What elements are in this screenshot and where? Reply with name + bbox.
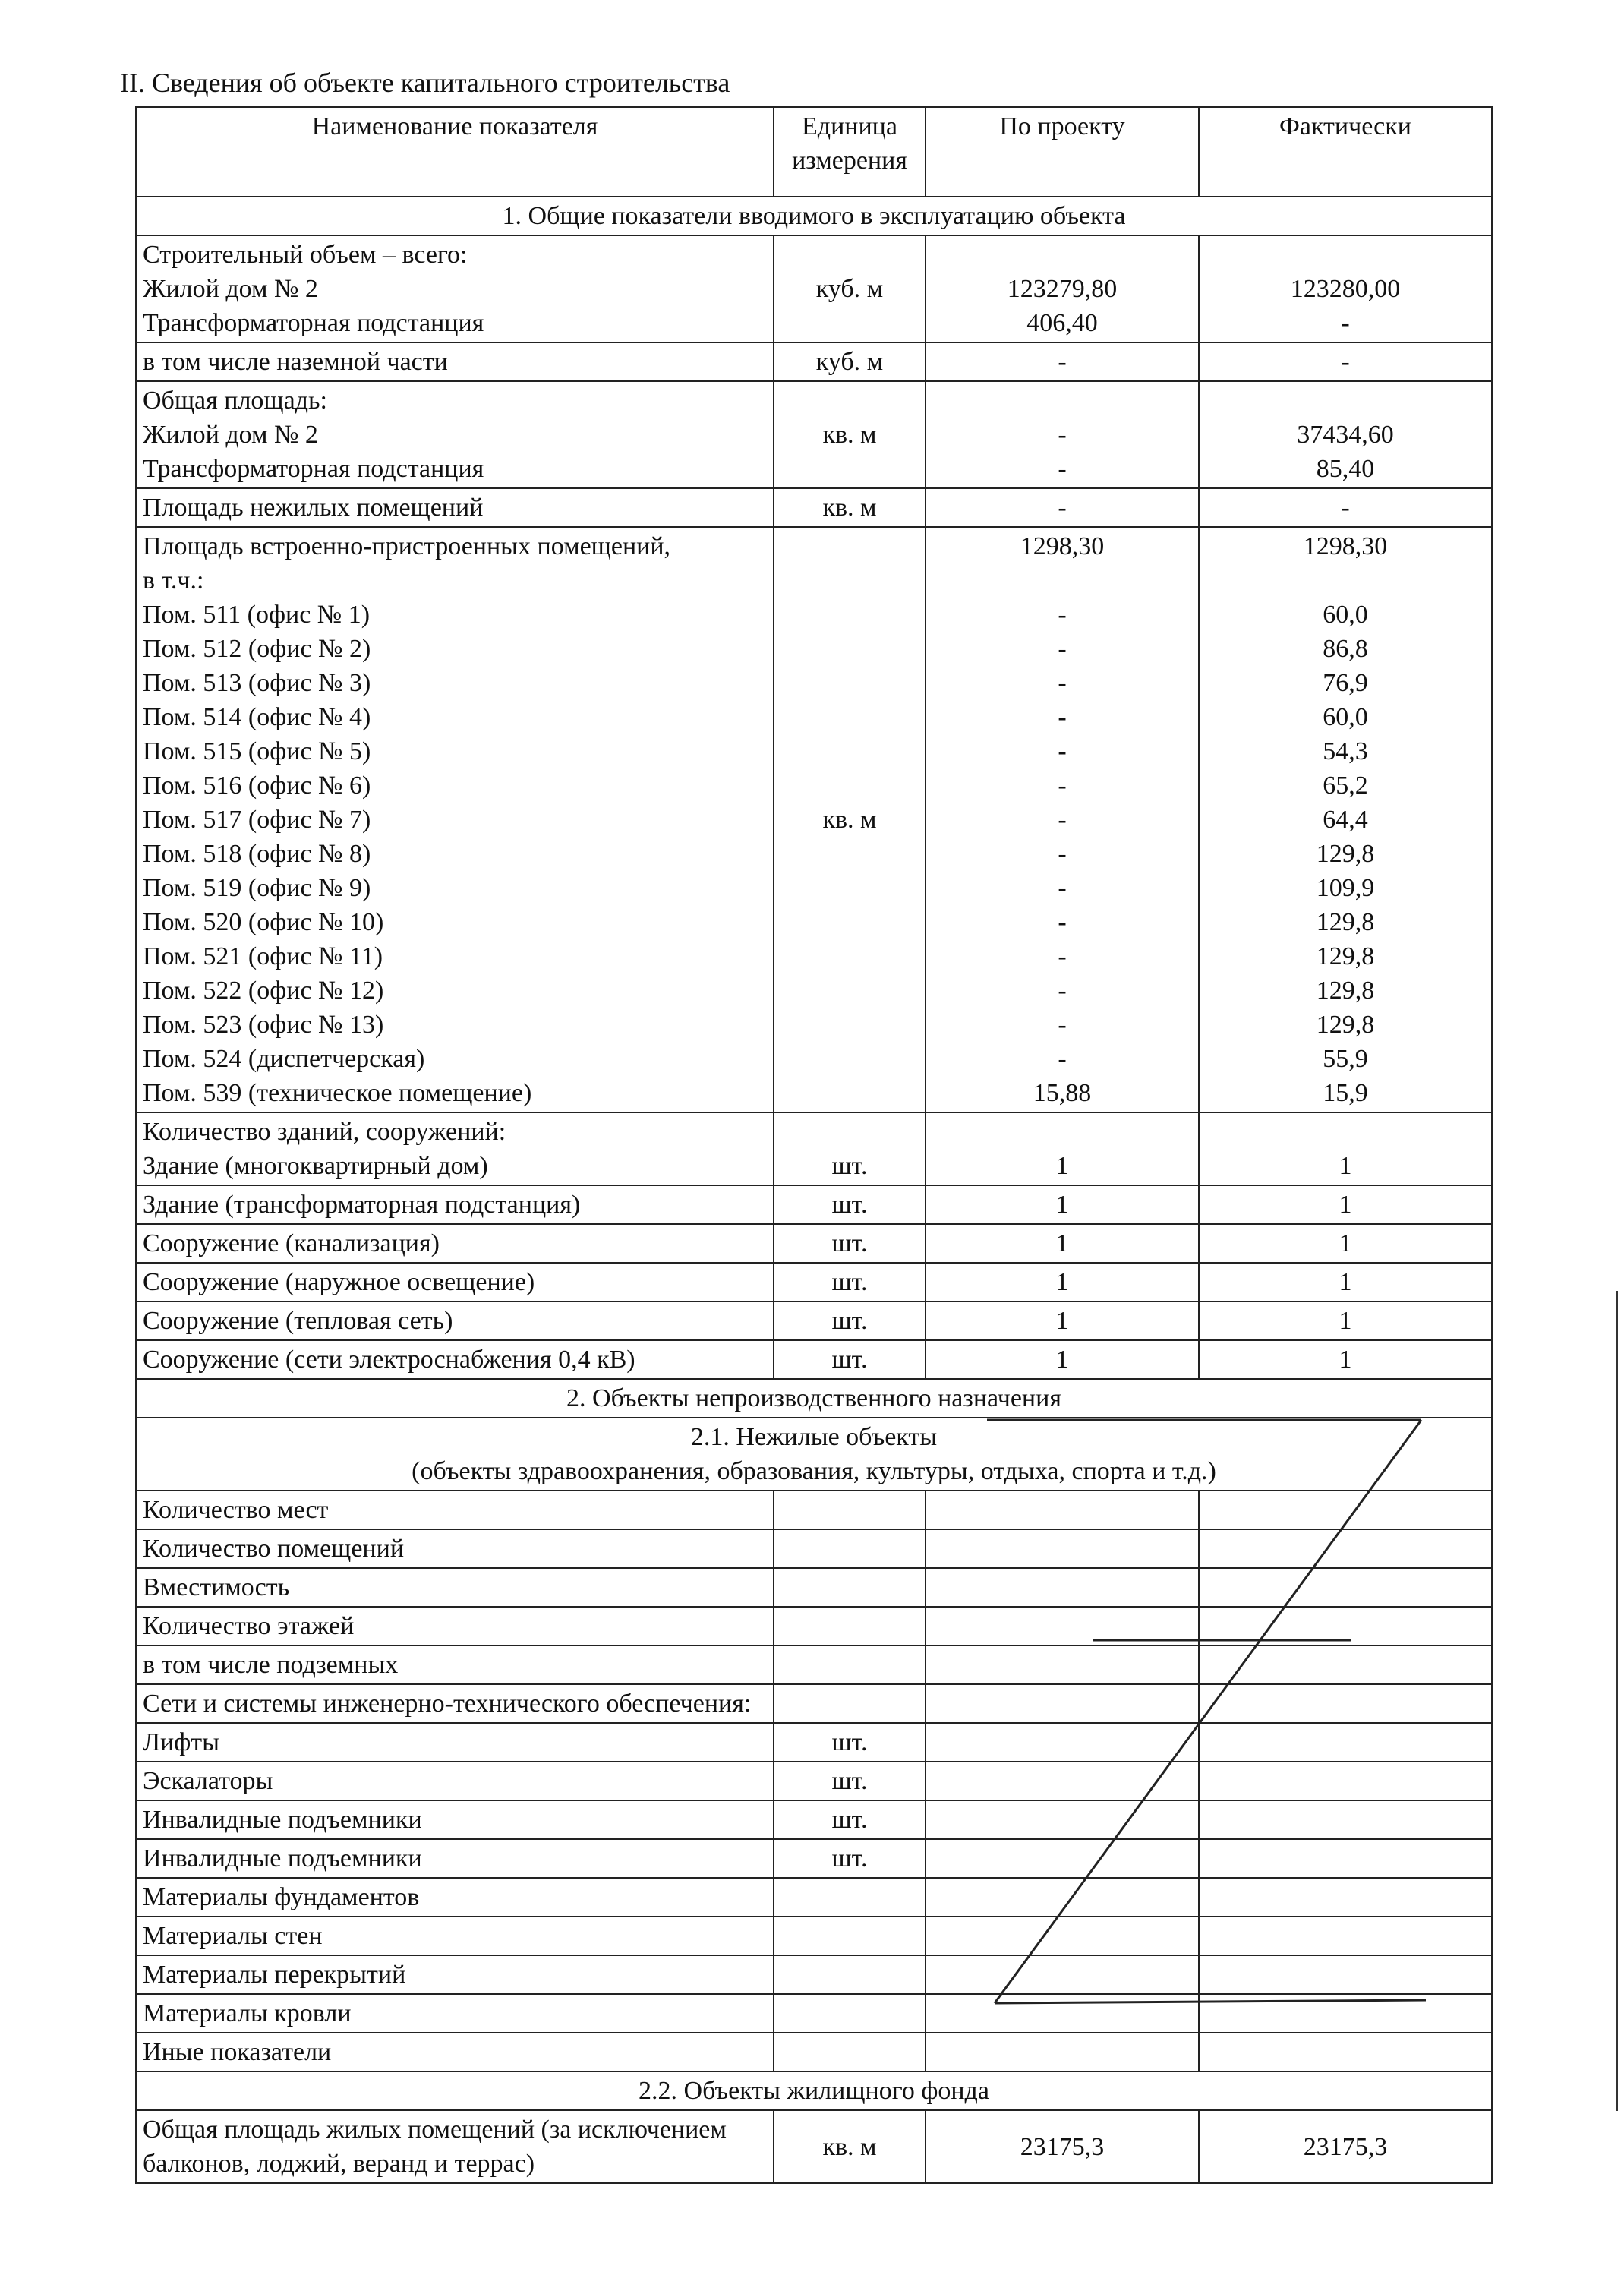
page-heading: II. Сведения об объекте капитального строительства bbox=[120, 68, 730, 98]
building-unit: шт. bbox=[774, 1301, 926, 1340]
building-actual: 1 bbox=[1199, 1301, 1492, 1340]
table-row bbox=[136, 1955, 1492, 1994]
total-area-actual: 37434,60 85,40 bbox=[1199, 381, 1492, 488]
building-project: 1 bbox=[926, 1185, 1199, 1224]
indicator-unit: шт. bbox=[774, 1839, 926, 1878]
indicator-unit bbox=[774, 1994, 926, 2033]
empty-cell bbox=[1199, 1917, 1492, 1955]
empty-cell bbox=[926, 1762, 1199, 1800]
above-ground-project: - bbox=[926, 342, 1199, 381]
indicator-name: Материалы фундаментов bbox=[136, 1878, 774, 1917]
building-project: 1 bbox=[926, 1301, 1199, 1340]
empty-cell bbox=[1199, 1684, 1492, 1723]
table-header-row bbox=[136, 107, 1492, 197]
empty-cell bbox=[926, 1529, 1199, 1568]
non-residential-label: Площадь нежилых помещений bbox=[136, 488, 774, 527]
table-row bbox=[136, 1994, 1492, 2033]
table-row bbox=[136, 1800, 1492, 1839]
empty-cell bbox=[1199, 2033, 1492, 2071]
indicator-unit bbox=[774, 1917, 926, 1955]
table-row bbox=[136, 1340, 1492, 1379]
building-actual: 1 bbox=[1199, 1263, 1492, 1301]
non-residential-actual: - bbox=[1199, 488, 1492, 527]
total-area-label: Общая площадь: Жилой дом № 2 Трансформаторная подстанция bbox=[136, 381, 774, 488]
table-row bbox=[136, 1762, 1492, 1800]
section-2-title: 2. Объекты непроизводственного назначения bbox=[136, 1379, 1492, 1418]
table-row bbox=[136, 2033, 1492, 2071]
building-name: Сооружение (сети электроснабжения 0,4 кВ) bbox=[136, 1340, 774, 1379]
empty-cell bbox=[1199, 1529, 1492, 1568]
table-row bbox=[136, 1723, 1492, 1762]
indicator-unit bbox=[774, 1607, 926, 1645]
indicator-name: в том числе подземных bbox=[136, 1645, 774, 1684]
table-row bbox=[136, 1607, 1492, 1645]
indicator-name: Количество мест bbox=[136, 1491, 774, 1529]
building-actual: 1 bbox=[1199, 1340, 1492, 1379]
empty-cell bbox=[926, 1917, 1199, 1955]
empty-cell bbox=[1199, 1645, 1492, 1684]
page-edge-artifact bbox=[1616, 1291, 1624, 2111]
indicator-name: Вместимость bbox=[136, 1568, 774, 1607]
indicator-unit bbox=[774, 1955, 926, 1994]
col-project-header: По проекту bbox=[926, 107, 1199, 197]
empty-cell bbox=[1199, 1800, 1492, 1839]
indicator-name: Материалы кровли bbox=[136, 1994, 774, 2033]
living-area-unit: кв. м bbox=[774, 2110, 926, 2183]
empty-cell bbox=[926, 1878, 1199, 1917]
building-project: 1 bbox=[926, 1263, 1199, 1301]
living-area-label: Общая площадь жилых помещений (за исключением балконов, лоджий, веранд и террас) bbox=[136, 2110, 774, 2183]
buildings-project: 1 bbox=[926, 1112, 1199, 1185]
volume-label: Строительный объем – всего: Жилой дом № 2 Трансформаторная подстанция bbox=[136, 235, 774, 342]
col-name-header: Наименование показателя bbox=[136, 107, 774, 197]
total-area-project: - - bbox=[926, 381, 1199, 488]
above-ground-unit: куб. м bbox=[774, 342, 926, 381]
empty-cell bbox=[1199, 1955, 1492, 1994]
empty-cell bbox=[926, 1955, 1199, 1994]
indicator-name: Количество помещений bbox=[136, 1529, 774, 1568]
non-residential-project: - bbox=[926, 488, 1199, 527]
buildings-unit: шт. bbox=[774, 1112, 926, 1185]
building-actual: 1 bbox=[1199, 1224, 1492, 1263]
building-unit: шт. bbox=[774, 1263, 926, 1301]
table-row bbox=[136, 1185, 1492, 1224]
indicator-name: Эскалаторы bbox=[136, 1762, 774, 1800]
builtin-label: Площадь встроенно-пристроенных помещений, в т.ч.: Пом. 511 (офис № 1) Пом. 512 (офис № 2) Пом. 513 (офис № 3) Пом. 514 (офис № 4) Пом. 515 (офис № 5) Пом. 516 (офис № 6) Пом. 517 (офис № 7) Пом. 518 (офис № 8) Пом. 519 (офис № 9) Пом. 520 (офис № 10) Пом. 521 (офис № 11) Пом. 522 (офис № 12) Пом. 523 (офис № 13) Пом. 524 (диспетчерская) Пом. 539 (техническое помещение) bbox=[136, 527, 774, 1112]
empty-cell bbox=[926, 1994, 1199, 2033]
total-area-row bbox=[136, 381, 1492, 488]
subsection-2-1-title: 2.1. Нежилые объекты (объекты здравоохранения, образования, культуры, отдыха, спорта и т.д.) bbox=[136, 1418, 1492, 1491]
indicator-name: Количество этажей bbox=[136, 1607, 774, 1645]
section-row bbox=[136, 1379, 1492, 1418]
building-unit: шт. bbox=[774, 1185, 926, 1224]
empty-cell bbox=[926, 1607, 1199, 1645]
table-row bbox=[136, 1568, 1492, 1607]
non-residential-row bbox=[136, 488, 1492, 527]
living-area-project: 23175,3 bbox=[926, 2110, 1199, 2183]
indicator-unit bbox=[774, 2033, 926, 2071]
non-residential-unit: кв. м bbox=[774, 488, 926, 527]
empty-cell bbox=[926, 1723, 1199, 1762]
builtin-actual: 1298,30 60,0 86,8 76,9 60,0 54,3 65,2 64,4 129,8 109,9 129,8 129,8 129,8 129,8 55,9 15,9 bbox=[1199, 527, 1492, 1112]
empty-cell bbox=[1199, 1723, 1492, 1762]
volume-project: 123279,80 406,40 bbox=[926, 235, 1199, 342]
table-row bbox=[136, 1529, 1492, 1568]
indicator-unit bbox=[774, 1529, 926, 1568]
indicator-unit bbox=[774, 1491, 926, 1529]
empty-cell bbox=[926, 1839, 1199, 1878]
indicator-unit: шт. bbox=[774, 1800, 926, 1839]
empty-cell bbox=[1199, 1762, 1492, 1800]
table-row bbox=[136, 1878, 1492, 1917]
table-row bbox=[136, 1263, 1492, 1301]
empty-cell bbox=[926, 1800, 1199, 1839]
building-actual: 1 bbox=[1199, 1185, 1492, 1224]
above-ground-label: в том числе наземной части bbox=[136, 342, 774, 381]
col-actual-header: Фактически bbox=[1199, 107, 1492, 197]
indicator-name: Материалы стен bbox=[136, 1917, 774, 1955]
indicator-unit bbox=[774, 1645, 926, 1684]
empty-cell bbox=[926, 1645, 1199, 1684]
living-area-row bbox=[136, 2110, 1492, 2183]
subsection-row bbox=[136, 1418, 1492, 1491]
table-row bbox=[136, 1917, 1492, 1955]
living-area-actual: 23175,3 bbox=[1199, 2110, 1492, 2183]
building-name: Сооружение (канализация) bbox=[136, 1224, 774, 1263]
object-info-table bbox=[135, 106, 1493, 2184]
indicator-name: Лифты bbox=[136, 1723, 774, 1762]
builtin-project: 1298,30 - - - - - - - - - - - - - - 15,88 bbox=[926, 527, 1199, 1112]
building-name: Сооружение (наружное освещение) bbox=[136, 1263, 774, 1301]
building-unit: шт. bbox=[774, 1340, 926, 1379]
indicator-name: Инвалидные подъемники bbox=[136, 1839, 774, 1878]
indicator-unit bbox=[774, 1878, 926, 1917]
building-name: Сооружение (тепловая сеть) bbox=[136, 1301, 774, 1340]
indicator-name: Материалы перекрытий bbox=[136, 1955, 774, 1994]
indicator-unit: шт. bbox=[774, 1723, 926, 1762]
indicator-unit: шт. bbox=[774, 1762, 926, 1800]
builtin-premises-row bbox=[136, 527, 1492, 1112]
indicator-name: Инвалидные подъемники bbox=[136, 1800, 774, 1839]
building-project: 1 bbox=[926, 1224, 1199, 1263]
subsection-2-2-title: 2.2. Объекты жилищного фонда bbox=[136, 2071, 1492, 2110]
buildings-count-label: Количество зданий, сооружений: Здание (многоквартирный дом) bbox=[136, 1112, 774, 1185]
table-row bbox=[136, 1645, 1492, 1684]
total-area-unit: кв. м bbox=[774, 381, 926, 488]
buildings-count-row bbox=[136, 1112, 1492, 1185]
volume-unit: куб. м bbox=[774, 235, 926, 342]
table-row bbox=[136, 1224, 1492, 1263]
indicator-unit bbox=[774, 1684, 926, 1723]
empty-cell bbox=[926, 1568, 1199, 1607]
above-ground-actual: - bbox=[1199, 342, 1492, 381]
empty-cell bbox=[1199, 1491, 1492, 1529]
builtin-unit: кв. м bbox=[774, 527, 926, 1112]
empty-cell bbox=[1199, 1607, 1492, 1645]
building-unit: шт. bbox=[774, 1224, 926, 1263]
building-project: 1 bbox=[926, 1340, 1199, 1379]
empty-cell bbox=[1199, 1878, 1492, 1917]
indicator-name: Иные показатели bbox=[136, 2033, 774, 2071]
empty-cell bbox=[1199, 1994, 1492, 2033]
table-row bbox=[136, 1301, 1492, 1340]
table-row bbox=[136, 1839, 1492, 1878]
empty-cell bbox=[926, 1684, 1199, 1723]
section-row bbox=[136, 197, 1492, 235]
empty-cell bbox=[926, 1491, 1199, 1529]
table-row bbox=[136, 1684, 1492, 1723]
section-1-title: 1. Общие показатели вводимого в эксплуатацию объекта bbox=[136, 197, 1492, 235]
col-unit-header: Единица измерения bbox=[774, 107, 926, 197]
empty-cell bbox=[1199, 1839, 1492, 1878]
indicator-unit bbox=[774, 1568, 926, 1607]
empty-cell bbox=[926, 2033, 1199, 2071]
subsection-row bbox=[136, 2071, 1492, 2110]
volume-row bbox=[136, 235, 1492, 342]
empty-cell bbox=[1199, 1568, 1492, 1607]
buildings-actual: 1 bbox=[1199, 1112, 1492, 1185]
indicator-name: Сети и системы инженерно-технического обеспечения: bbox=[136, 1684, 774, 1723]
building-name: Здание (трансформаторная подстанция) bbox=[136, 1185, 774, 1224]
above-ground-row bbox=[136, 342, 1492, 381]
table-row bbox=[136, 1491, 1492, 1529]
volume-actual: 123280,00 - bbox=[1199, 235, 1492, 342]
